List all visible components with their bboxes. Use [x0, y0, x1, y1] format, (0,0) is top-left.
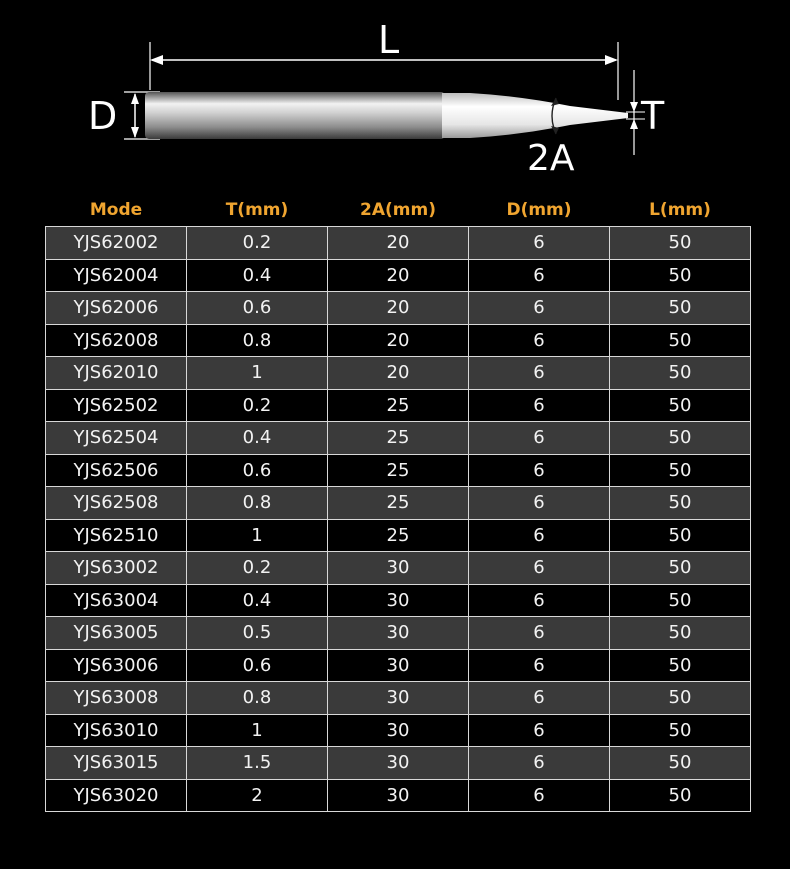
cell-2a: 20 — [328, 227, 469, 260]
cell-d: 6 — [469, 227, 610, 260]
cell-t: 0.2 — [187, 389, 328, 422]
cell-2a: 30 — [328, 617, 469, 650]
cell-2a: 20 — [328, 357, 469, 390]
cell-mode: YJS62004 — [46, 259, 187, 292]
header-d: D(mm) — [506, 199, 572, 220]
cell-d: 6 — [469, 682, 610, 715]
table-row — [46, 682, 751, 715]
table-row — [46, 649, 751, 682]
cell-2a: 30 — [328, 714, 469, 747]
table-row — [46, 552, 751, 585]
table-body — [46, 227, 751, 812]
cell-l: 50 — [610, 682, 751, 715]
table-header-row — [46, 193, 751, 227]
table-row — [46, 454, 751, 487]
cell-t: 1 — [187, 357, 328, 390]
cell-2a: 30 — [328, 552, 469, 585]
bit-shank — [145, 92, 445, 139]
header-t: T(mm) — [225, 199, 289, 220]
cell-d: 6 — [469, 324, 610, 357]
cell-d: 6 — [469, 357, 610, 390]
table-row — [46, 779, 751, 812]
cell-l: 50 — [610, 259, 751, 292]
cell-l: 50 — [610, 227, 751, 260]
cell-t: 0.5 — [187, 617, 328, 650]
cell-2a: 20 — [328, 259, 469, 292]
cell-t: 0.2 — [187, 552, 328, 585]
cell-d: 6 — [469, 389, 610, 422]
cell-l: 50 — [610, 584, 751, 617]
table-row — [46, 389, 751, 422]
cell-d: 6 — [469, 552, 610, 585]
cell-t: 0.4 — [187, 259, 328, 292]
cell-d: 6 — [469, 649, 610, 682]
cell-2a: 25 — [328, 487, 469, 520]
cell-mode: YJS62002 — [46, 227, 187, 260]
cell-l: 50 — [610, 519, 751, 552]
cell-mode: YJS63020 — [46, 779, 187, 812]
cell-mode: YJS62010 — [46, 357, 187, 390]
cell-mode: YJS63015 — [46, 747, 187, 780]
d-arrow-bottom — [131, 127, 139, 138]
cell-t: 0.6 — [187, 292, 328, 325]
cell-l: 50 — [610, 454, 751, 487]
cell-2a: 30 — [328, 649, 469, 682]
table-row — [46, 584, 751, 617]
cell-d: 6 — [469, 584, 610, 617]
table-row — [46, 519, 751, 552]
cell-t: 0.4 — [187, 422, 328, 455]
cell-mode: YJS63008 — [46, 682, 187, 715]
cell-2a: 25 — [328, 519, 469, 552]
cell-2a: 25 — [328, 422, 469, 455]
cell-t: 0.8 — [187, 682, 328, 715]
cell-d: 6 — [469, 454, 610, 487]
cell-l: 50 — [610, 617, 751, 650]
cell-mode: YJS63010 — [46, 714, 187, 747]
table-row — [46, 487, 751, 520]
cell-t: 0.6 — [187, 649, 328, 682]
table-row — [46, 259, 751, 292]
cell-t: 1 — [187, 714, 328, 747]
cell-mode: YJS63006 — [46, 649, 187, 682]
table-row — [46, 747, 751, 780]
table-row — [46, 422, 751, 455]
header-l: L(mm) — [649, 199, 711, 220]
cell-2a: 30 — [328, 682, 469, 715]
table-row — [46, 357, 751, 390]
cell-mode: YJS63005 — [46, 617, 187, 650]
cell-t: 0.4 — [187, 584, 328, 617]
cell-mode: YJS62506 — [46, 454, 187, 487]
cell-mode: YJS62508 — [46, 487, 187, 520]
diameter-label: D — [88, 94, 118, 138]
bit-tip — [442, 93, 628, 138]
table-row — [46, 227, 751, 260]
cell-l: 50 — [610, 357, 751, 390]
cell-mode: YJS63002 — [46, 552, 187, 585]
l-arrow-left — [150, 55, 163, 65]
cell-2a: 30 — [328, 747, 469, 780]
engraving-bit-diagram — [0, 0, 790, 190]
cell-d: 6 — [469, 714, 610, 747]
cell-mode: YJS62502 — [46, 389, 187, 422]
tip-width-label: T — [641, 94, 665, 138]
cell-d: 6 — [469, 747, 610, 780]
cell-2a: 30 — [328, 584, 469, 617]
table-row — [46, 617, 751, 650]
cell-l: 50 — [610, 779, 751, 812]
table-row — [46, 714, 751, 747]
cell-2a: 20 — [328, 324, 469, 357]
table-row — [46, 292, 751, 325]
cell-l: 50 — [610, 292, 751, 325]
cell-d: 6 — [469, 422, 610, 455]
cell-t: 1.5 — [187, 747, 328, 780]
cell-l: 50 — [610, 552, 751, 585]
cell-t: 0.8 — [187, 487, 328, 520]
cell-2a: 30 — [328, 779, 469, 812]
cell-d: 6 — [469, 617, 610, 650]
cell-l: 50 — [610, 389, 751, 422]
cell-2a: 20 — [328, 292, 469, 325]
cell-l: 50 — [610, 649, 751, 682]
cell-t: 0.8 — [187, 324, 328, 357]
cell-l: 50 — [610, 487, 751, 520]
cell-d: 6 — [469, 259, 610, 292]
cell-l: 50 — [610, 747, 751, 780]
length-label: L — [378, 18, 400, 62]
cell-l: 50 — [610, 324, 751, 357]
cell-mode: YJS62510 — [46, 519, 187, 552]
d-arrow-top — [131, 93, 139, 104]
cell-mode: YJS62006 — [46, 292, 187, 325]
cell-d: 6 — [469, 779, 610, 812]
cell-d: 6 — [469, 519, 610, 552]
cell-t: 1 — [187, 519, 328, 552]
cell-2a: 25 — [328, 389, 469, 422]
cell-t: 0.6 — [187, 454, 328, 487]
header-mode: Mode — [89, 199, 143, 220]
angle-label: 2A — [527, 138, 575, 179]
cell-t: 0.2 — [187, 227, 328, 260]
cell-d: 6 — [469, 292, 610, 325]
cell-t: 2 — [187, 779, 328, 812]
header-2a: 2A(mm) — [360, 199, 436, 220]
cell-d: 6 — [469, 487, 610, 520]
cell-mode: YJS62504 — [46, 422, 187, 455]
cell-mode: YJS62008 — [46, 324, 187, 357]
cell-l: 50 — [610, 714, 751, 747]
l-arrow-right — [605, 55, 618, 65]
cell-mode: YJS63004 — [46, 584, 187, 617]
t-arrow-bottom — [630, 119, 638, 129]
t-arrow-top — [630, 102, 638, 112]
spec-table — [45, 193, 751, 812]
cell-2a: 25 — [328, 454, 469, 487]
table-row — [46, 324, 751, 357]
cell-l: 50 — [610, 422, 751, 455]
